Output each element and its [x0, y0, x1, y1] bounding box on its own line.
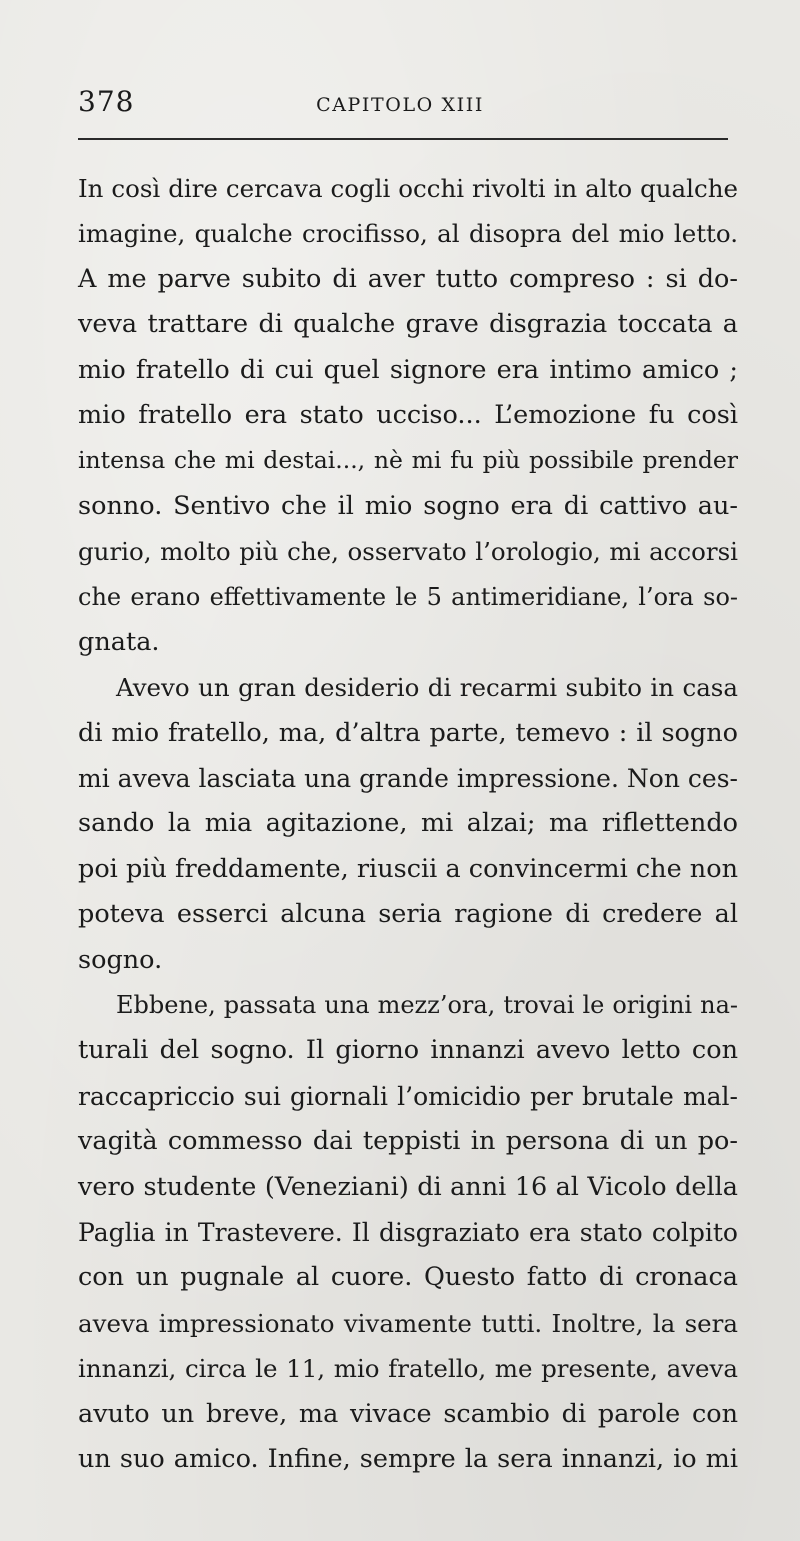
text-line: avuto un breve, ma vivace scambio di parole con: [78, 1398, 738, 1429]
text-line: Paglia in Trastevere. Il disgraziato era stato colpito: [78, 1217, 738, 1247]
text-line: poteva esserci alcuna seria ragione di credere al: [78, 899, 738, 930]
text-line: gnata.: [78, 626, 160, 657]
text-line: imagine, qualche crocifisso, al disopra del mio letto.: [78, 219, 738, 249]
text-line: A me parve subito di aver tutto compreso : si do-: [78, 263, 738, 294]
text-line: veva trattare di qualche grave disgrazia toccata a: [78, 309, 738, 340]
page-number: 378: [78, 85, 135, 118]
text-line: mio fratello era stato ucciso... L’emozione fu così: [78, 399, 738, 430]
text-line: vagità commesso dai teppisti in persona di un po-: [78, 1126, 738, 1157]
text-line: Ebbene, passata una mezz’ora, trovai le origini na-: [116, 991, 738, 1020]
text-line: sando la mia agitazione, mi alzai; ma riflettendo: [78, 808, 738, 839]
text-line: turali del sogno. Il giorno innanzi avevo letto con: [78, 1035, 738, 1066]
text-line: vero studente (Veneziani) di anni 16 al Vicolo della: [78, 1171, 738, 1202]
text-line: mio fratello di cui quel signore era intimo amico ;: [78, 354, 738, 385]
text-line: poi più freddamente, riuscii a convincermi che non: [78, 853, 738, 884]
text-line: sogno.: [78, 944, 163, 975]
running-head: CAPITOLO XIII: [316, 94, 484, 116]
text-line: un suo amico. Infine, sempre la sera innanzi, io mi: [78, 1443, 738, 1474]
text-line: Avevo un gran desiderio di recarmi subito in casa: [116, 673, 738, 703]
text-line: mi aveva lasciata una grande impressione. Non ces-: [78, 764, 738, 794]
text-line: che erano effettivamente le 5 antimeridiane, l’ora so-: [78, 582, 738, 611]
text-line: raccapriccio sui giornali l’omicidio per brutale mal-: [78, 1081, 738, 1111]
text-line: con un pugnale al cuore. Questo fatto di cronaca: [78, 1262, 738, 1293]
body-text: [78, 166, 738, 1482]
text-line: gurio, molto più che, osservato l’orologio, mi accorsi: [78, 537, 738, 567]
text-line: di mio fratello, ma, d’altra parte, temevo : il sogno: [78, 717, 738, 748]
header-rule: [78, 138, 728, 140]
text-line: aveva impressionato vivamente tutti. Inoltre, la sera: [78, 1308, 738, 1338]
text-line: intensa che mi destai..., nè mi fu più possibile prender: [78, 446, 738, 475]
text-line: sonno. Sentivo che il mio sogno era di cattivo au-: [78, 490, 738, 521]
text-line: In così dire cercava cogli occhi rivolti in alto qualche: [78, 174, 738, 203]
text-line: innanzi, circa le 11, mio fratello, me presente, aveva: [78, 1354, 738, 1384]
